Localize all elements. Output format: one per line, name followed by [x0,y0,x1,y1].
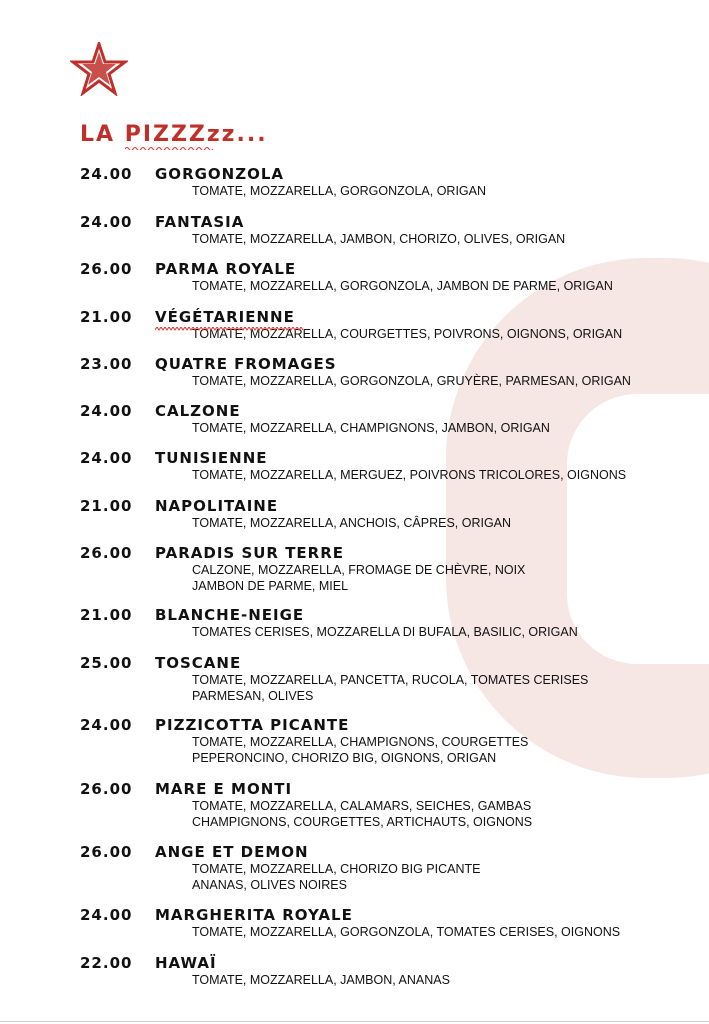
item-price: 26.00 [80,544,133,562]
item-name: ANGE ET DEMON [155,843,309,861]
item-name: NAPOLITAINE [155,497,279,515]
item-description-line: TOMATE, MOZZARELLA, PANCETTA, RUCOLA, TOMATES CERISES [192,673,589,687]
item-description-line: TOMATE, MOZZARELLA, CHAMPIGNONS, COURGETTES [192,735,529,749]
item-name: MARE E MONTI [155,780,293,798]
page-divider [0,1021,709,1022]
item-name: TUNISIENNE [155,449,268,467]
item-price: 26.00 [80,260,133,278]
item-description [192,734,692,766]
item-price: 24.00 [80,402,133,420]
item-description-line: CALZONE, MOZZARELLA, FROMAGE DE CHÈVRE, NOIX [192,563,526,577]
star-icon [70,42,128,96]
spellcheck-underline [125,146,215,150]
item-name: FANTASIA [155,213,245,231]
item-description-line: TOMATE, MOZZARELLA, ANCHOIS, CÂPRES, ORIGAN [192,516,512,530]
item-description-line: ANANAS, OLIVES NOIRES [192,878,347,892]
item-description-line: PEPERONCINO, CHORIZO BIG, OIGNONS, ORIGAN [192,751,497,765]
item-name: TOSCANE [155,654,242,672]
item-price: 24.00 [80,449,133,467]
item-name: VÉGÉTARIENNE [155,308,295,326]
item-price: 22.00 [80,954,133,972]
item-price: 21.00 [80,497,133,515]
item-description-line: TOMATE, MOZZARELLA, MERGUEZ, POIVRONS TRICOLORES, OIGNONS [192,468,627,482]
item-description-line: TOMATE, MOZZARELLA, GORGONZOLA, ORIGAN [192,184,487,198]
item-description [192,373,692,389]
item-description [192,624,692,640]
item-price: 21.00 [80,606,133,624]
item-description-line: TOMATE, MOZZARELLA, GORGONZOLA, JAMBON DE PARME, ORIGAN [192,279,613,293]
item-price: 21.00 [80,308,133,326]
item-description [192,467,692,483]
item-description-line: TOMATE, MOZZARELLA, JAMBON, CHORIZO, OLIVES, ORIGAN [192,232,566,246]
item-description [192,972,692,988]
item-description-line: CHAMPIGNONS, COURGETTES, ARTICHAUTS, OIGNONS [192,815,533,829]
item-description [192,562,692,594]
item-description-line: TOMATE, MOZZARELLA, GORGONZOLA, GRUYÈRE, PARMESAN, ORIGAN [192,374,631,388]
item-description [192,183,692,199]
item-description-line: TOMATE, MOZZARELLA, COURGETTES, POIVRONS, OIGNONS, ORIGAN [192,327,623,341]
item-price: 24.00 [80,906,133,924]
item-description [192,798,692,830]
item-name: PARADIS SUR TERRE [155,544,345,562]
item-description-line: TOMATES CERISES, MOZZARELLA DI BUFALA, BASILIC, ORIGAN [192,625,578,639]
item-price: 24.00 [80,716,133,734]
item-name: QUATRE FROMAGES [155,355,337,373]
item-name: PARMA ROYALE [155,260,297,278]
item-description-line: TOMATE, MOZZARELLA, CHORIZO BIG PICANTE [192,862,481,876]
item-name: MARGHERITA ROYALE [155,906,353,924]
item-description-line: TOMATE, MOZZARELLA, CALAMARS, SEICHES, GAMBAS [192,799,532,813]
item-description [192,278,692,294]
item-price: 23.00 [80,355,133,373]
item-name: BLANCHE-NEIGE [155,606,305,624]
item-price: 24.00 [80,213,133,231]
item-description-line: TOMATE, MOZZARELLA, JAMBON, ANANAS [192,973,450,987]
item-description [192,420,692,436]
item-price: 26.00 [80,843,133,861]
item-description-line: TOMATE, MOZZARELLA, GORGONZOLA, TOMATES CERISES, OIGNONS [192,925,621,939]
spellcheck-underline [155,327,303,331]
item-description [192,231,692,247]
item-description-line: JAMBON DE PARME, MIEL [192,579,349,593]
item-price: 24.00 [80,165,133,183]
item-name: CALZONE [155,402,241,420]
item-description-line: PARMESAN, OLIVES [192,689,314,703]
item-name: PIZZICOTTA PICANTE [155,716,350,734]
item-description [192,861,692,893]
item-name: GORGONZOLA [155,165,285,183]
item-price: 26.00 [80,780,133,798]
item-name: HAWAÏ [155,954,217,972]
item-description-line: TOMATE, MOZZARELLA, CHAMPIGNONS, JAMBON, ORIGAN [192,421,550,435]
section-title: LA PIZZZzz... [80,122,268,147]
item-price: 25.00 [80,654,133,672]
item-description [192,515,692,531]
item-description [192,924,692,940]
item-description [192,672,692,704]
